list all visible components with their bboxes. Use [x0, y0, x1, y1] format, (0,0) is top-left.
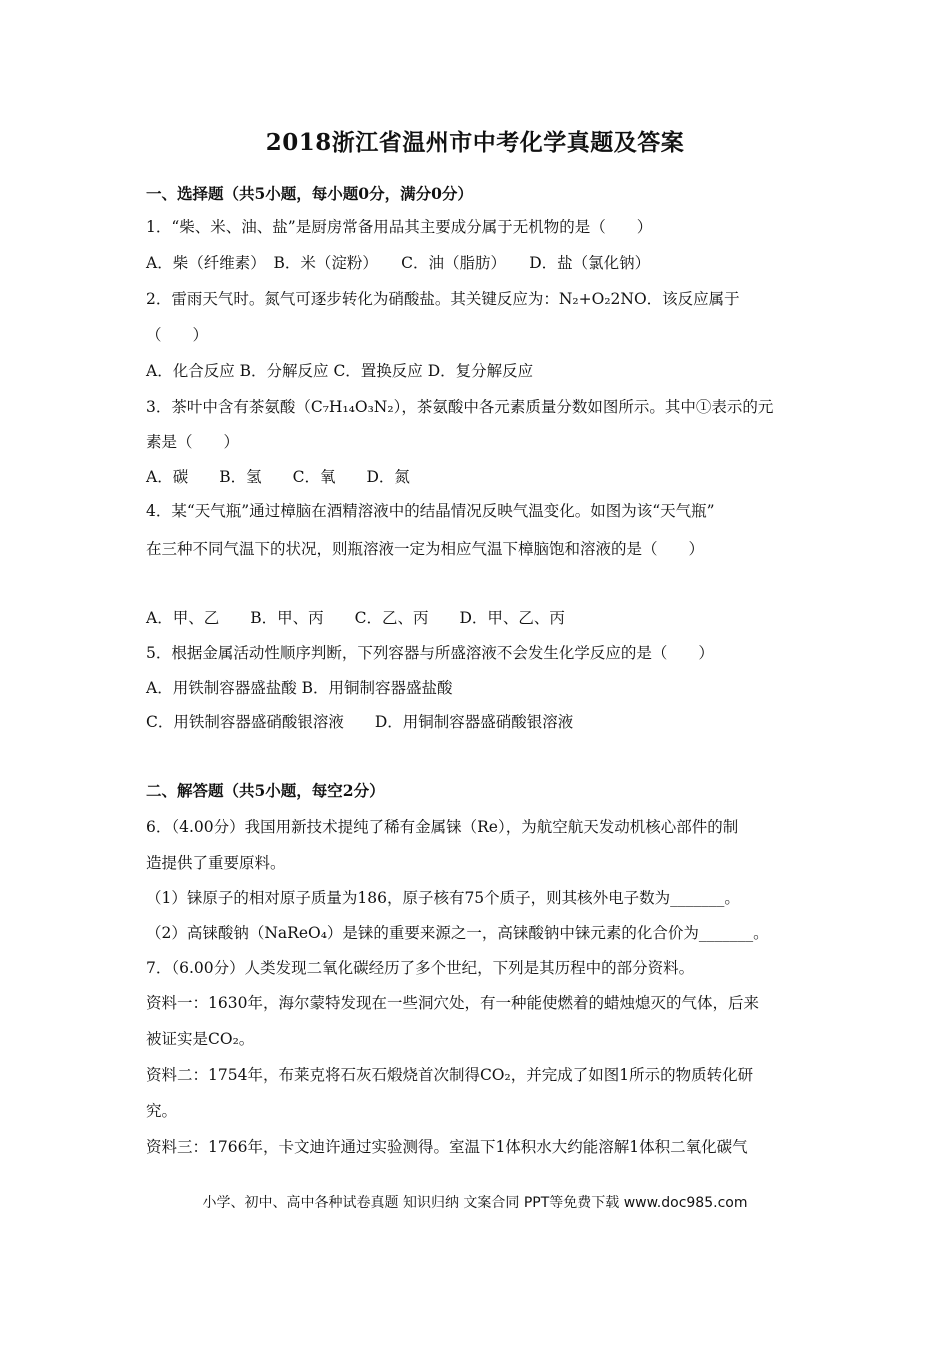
question-1: 1．“柴、米、油、盐”是厨房常备用品其主要成分属于无机物的是（ ）	[146, 218, 653, 236]
question-4-options: A．甲、乙 B．甲、丙 C．乙、丙 D．甲、乙、丙	[146, 609, 565, 627]
document-title: 2018浙江省温州市中考化学真题及答案	[265, 129, 685, 156]
question-5-options-ab: A．用铁制容器盛盐酸 B．用铜制容器盛盐酸	[146, 679, 453, 697]
question-5-options-cd: C．用铁制容器盛硝酸银溶液 D．用铜制容器盛硝酸银溶液	[146, 713, 574, 731]
material-2-cont: 究。	[146, 1102, 178, 1120]
question-2-options: A．化合反应 B．分解反应 C．置换反应 D．复分解反应	[146, 362, 534, 380]
question-2-blank: （ ）	[146, 326, 209, 344]
page-footer: 小学、初中、高中各种试卷真题 知识归纳 文案合同 PPT等免费下载 www.doc985.com	[202, 1195, 748, 1211]
question-3-cont: 素是（ ）	[146, 433, 240, 451]
question-6: 6．（4.00分）我国用新技术提纯了稀有金属铼（Re），为航空航天发动机核心部件的制	[146, 818, 739, 836]
question-4-cont: 在三种不同气温下的状况，则瓶溶液一定为相应气温下樟脑饱和溶液的是（ ）	[146, 540, 705, 558]
question-7: 7．（6.00分）人类发现二氧化碳经历了多个世纪，下列是其历程中的部分资料。	[146, 959, 695, 977]
material-3: 资料三：1766年，卡文迪许通过实验测得。室温下1体积水大约能溶解1体积二氧化碳气	[146, 1138, 748, 1156]
section-heading-choice: 一、选择题（共5小题，每小题0分，满分0分）	[146, 184, 473, 203]
question-5: 5．根据金属活动性顺序判断，下列容器与所盛溶液不会发生化学反应的是（ ）	[146, 644, 714, 662]
section-heading-answer: 二、解答题（共5小题，每空2分）	[146, 781, 385, 800]
question-3: 3．茶叶中含有茶氨酸（C₇H₁₄O₃N₂），茶氨酸中各元素质量分数如图所示。其中①表示的元	[146, 398, 774, 416]
question-3-options: A．碳 B．氢 C．氧 D．氮	[146, 468, 410, 486]
material-1-cont: 被证实是CO₂。	[146, 1030, 255, 1048]
material-1: 资料一：1630年，海尔蒙特发现在一些洞穴处，有一种能使燃着的蜡烛熄灭的气体，后来	[146, 994, 759, 1012]
question-1-options: A．柴（纤维素） B．米（淀粉） C．油（脂肪） D．盐（氯化钠）	[146, 254, 651, 272]
question-2: 2．雷雨天气时。氮气可逐步转化为硝酸盐。其关键反应为：N₂+O₂2NO．该反应属于	[146, 290, 740, 308]
question-6-part-1: （1）铼原子的相对原子质量为186，原子核有75个质子，则其核外电子数为_______。	[146, 889, 740, 907]
question-6-part-2: （2）高铼酸钠（NaReO₄）是铼的重要来源之一，高铼酸钠中铼元素的化合价为_______。	[146, 924, 769, 942]
question-6-cont: 造提供了重要原料。	[146, 854, 286, 872]
material-2: 资料二：1754年，布莱克将石灰石煅烧首次制得CO₂，并完成了如图1所示的物质转化研	[146, 1066, 754, 1084]
question-4: 4．某“天气瓶”通过樟脑在酒精溶液中的结晶情况反映气温变化。如图为该“天气瓶”	[146, 502, 715, 520]
